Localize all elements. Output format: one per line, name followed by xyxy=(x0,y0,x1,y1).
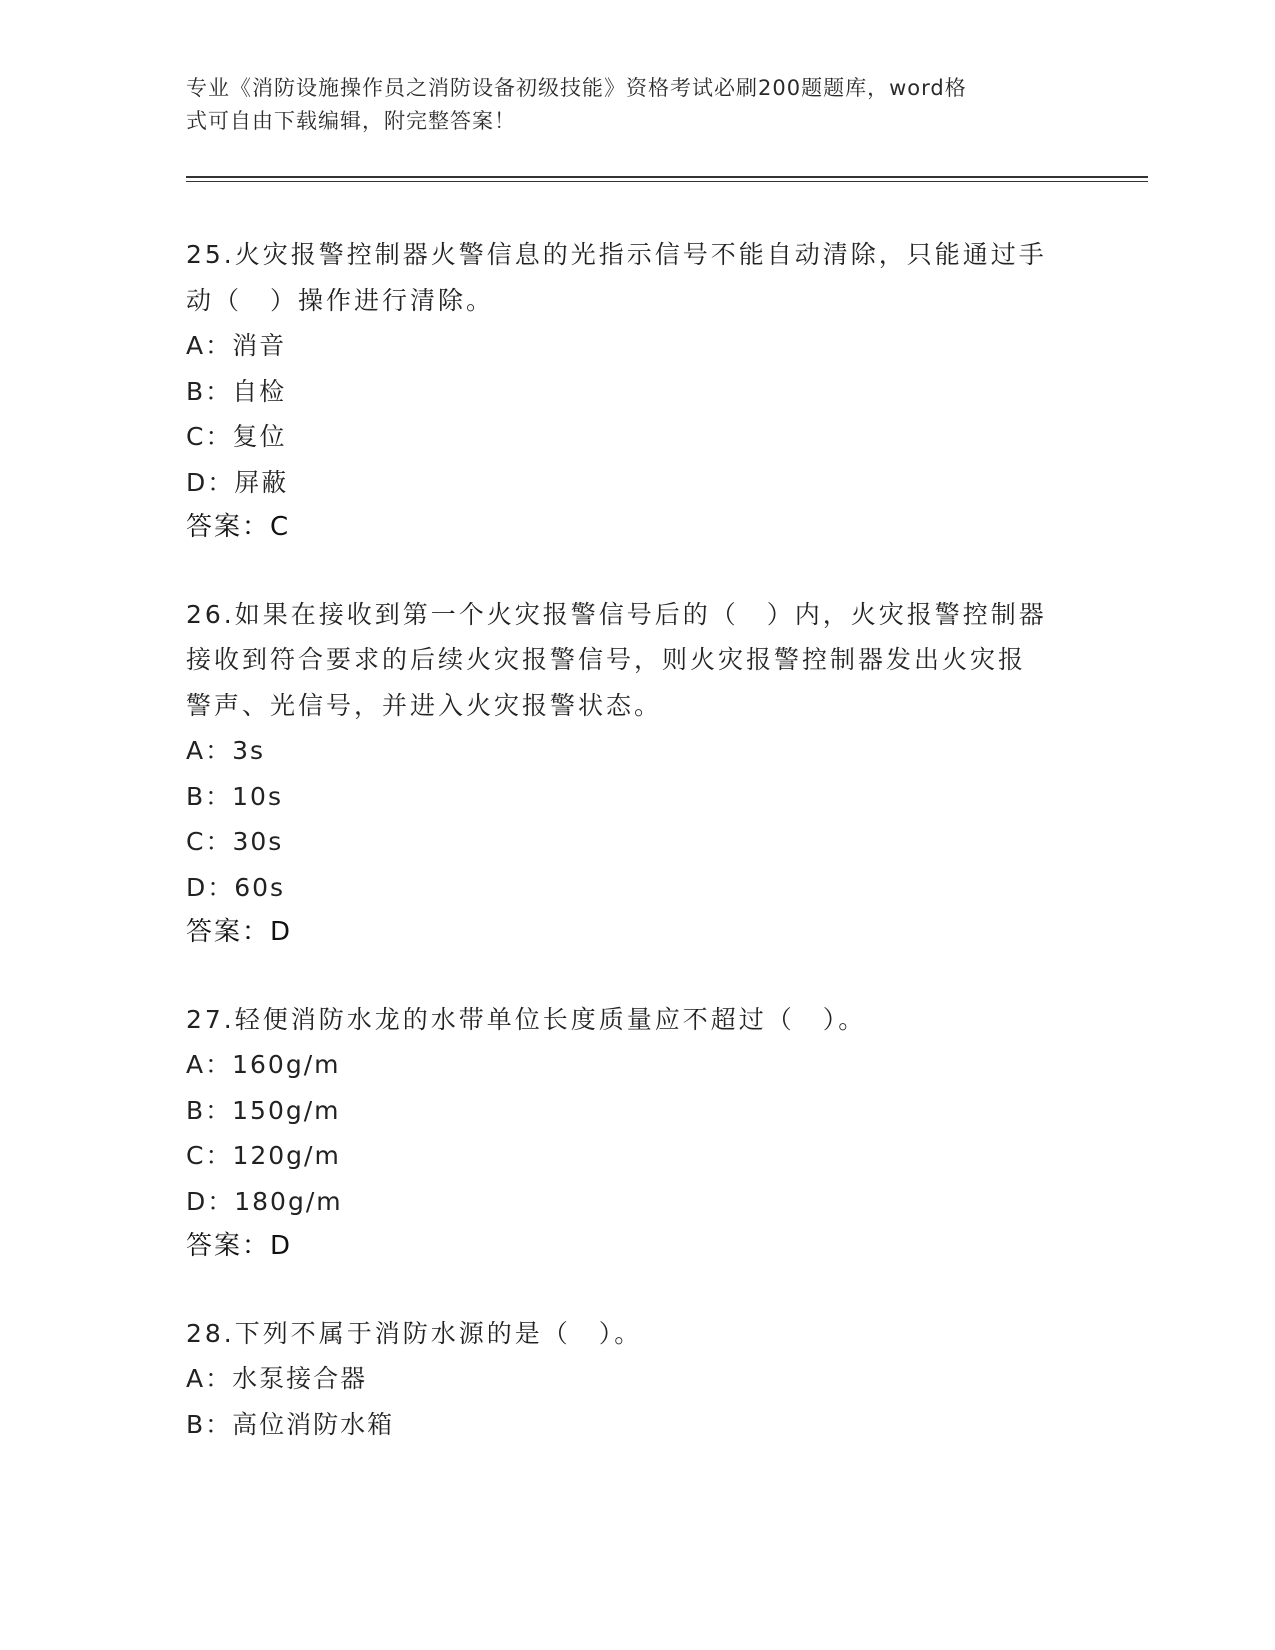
answer-line: 答案：D xyxy=(186,917,293,947)
option-d: D：180g/m xyxy=(186,1186,343,1216)
question-25 xyxy=(186,232,1076,551)
question-stem-line: 27.轻便消防水龙的水带单位长度质量应不超过（ ）。 xyxy=(186,1004,867,1034)
question-stem-line: 26.如果在接收到第一个火灾报警信号后的（ ）内，火灾报警控制器 xyxy=(186,599,1047,629)
header-divider-thick xyxy=(186,176,1148,178)
option-a: A：160g/m xyxy=(186,1050,341,1079)
question-list xyxy=(186,232,1076,1488)
option-a: A：水泵接合器 xyxy=(186,1364,368,1393)
option-a: A：3s xyxy=(186,736,266,765)
question-26 xyxy=(186,592,1076,956)
option-d: D：屏蔽 xyxy=(186,467,289,497)
answer-line: 答案：C xyxy=(186,512,291,542)
document-header xyxy=(186,72,1066,138)
option-d: D：60s xyxy=(186,872,286,902)
option-b: B：150g/m xyxy=(186,1095,341,1125)
question-stem-line: 接收到符合要求的后续火灾报警信号，则火灾报警控制器发出火灾报 xyxy=(186,645,1027,674)
option-c: C：120g/m xyxy=(186,1141,341,1170)
option-c: C：30s xyxy=(186,827,284,856)
answer-line: 答案：D xyxy=(186,1231,293,1261)
header-line-1: 专业《消防设施操作员之消防设备初级技能》资格考试必刷200题题库，word格 xyxy=(186,76,967,100)
question-stem-line: 25.火灾报警控制器火警信息的光指示信号不能自动清除，只能通过手 xyxy=(186,240,1047,269)
question-stem-line: 动（ ）操作进行清除。 xyxy=(186,285,495,315)
header-divider-thin xyxy=(186,181,1148,182)
header-line-2: 式可自由下载编辑，附完整答案！ xyxy=(186,109,516,133)
option-b: B：10s xyxy=(186,781,283,811)
question-28 xyxy=(186,1311,1076,1448)
question-stem-line: 28.下列不属于消防水源的是（ ）。 xyxy=(186,1318,643,1348)
option-b: B：自检 xyxy=(186,376,287,406)
option-a: A：消音 xyxy=(186,331,287,360)
question-stem-line: 警声、光信号，并进入火灾报警状态。 xyxy=(186,690,663,720)
option-c: C：复位 xyxy=(186,422,287,451)
option-b: B：高位消防水箱 xyxy=(186,1409,395,1439)
question-27 xyxy=(186,997,1076,1270)
